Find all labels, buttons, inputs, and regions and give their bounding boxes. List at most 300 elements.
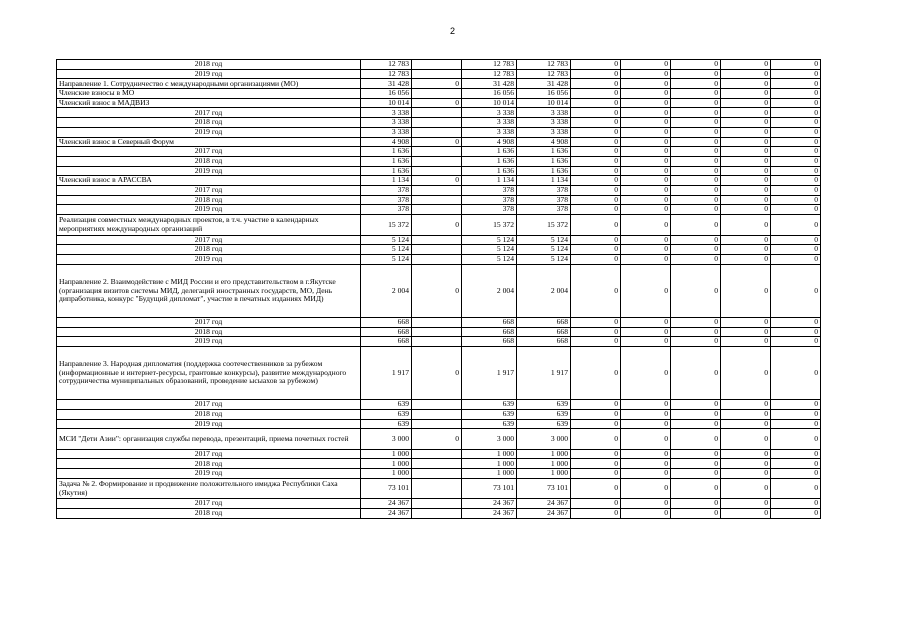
value-cell: 0 [721,215,771,236]
budget-table [56,59,821,519]
value-cell: 378 [462,195,517,205]
value-cell: 15 372 [517,215,571,236]
value-cell: 0 [621,166,671,176]
value-cell: 1 636 [517,147,571,157]
value-cell: 1 000 [517,449,571,459]
value-cell: 0 [621,215,671,236]
value-cell: 0 [621,449,671,459]
value-cell: 0 [771,156,821,166]
value-cell: 0 [671,176,721,186]
year-label-cell: 2019 год [57,469,361,479]
value-cell: 1 000 [361,449,412,459]
value-cell: 73 101 [517,478,571,499]
year-label-cell: 2018 год [57,509,361,519]
value-cell: 0 [721,327,771,337]
value-cell: 0 [721,185,771,195]
value-cell: 0 [771,60,821,70]
value-cell: 0 [621,147,671,157]
value-cell: 0 [412,215,462,236]
value-cell: 0 [571,127,621,137]
value-cell: 0 [771,137,821,147]
value-cell: 0 [771,147,821,157]
year-label-cell: 2017 год [57,317,361,327]
table-row [57,469,821,479]
value-cell [412,459,462,469]
table-row [57,195,821,205]
value-cell: 0 [621,156,671,166]
value-cell: 0 [721,118,771,128]
value-cell [412,89,462,99]
value-cell: 0 [671,317,721,327]
value-cell: 1 000 [517,469,571,479]
value-cell: 378 [517,185,571,195]
value-cell: 0 [571,327,621,337]
table-row [57,176,821,186]
value-cell: 639 [361,400,412,410]
year-label-cell: 2018 год [57,118,361,128]
value-cell: 5 124 [361,254,412,264]
value-cell: 3 338 [517,118,571,128]
value-cell: 1 134 [462,176,517,186]
value-cell: 0 [771,469,821,479]
value-cell: 0 [721,509,771,519]
year-label-cell: 2018 год [57,245,361,255]
table-row [57,166,821,176]
value-cell: 0 [771,429,821,450]
value-cell: 0 [412,346,462,399]
value-cell [412,235,462,245]
value-cell: 0 [671,127,721,137]
value-cell: 0 [721,337,771,347]
value-cell: 2 004 [517,264,571,317]
value-cell: 0 [671,79,721,89]
value-cell: 0 [771,346,821,399]
value-cell: 0 [621,176,671,186]
value-cell: 0 [771,337,821,347]
value-cell: 0 [571,69,621,79]
value-cell: 5 124 [462,245,517,255]
value-cell: 4 908 [361,137,412,147]
table-row [57,215,821,236]
value-cell: 378 [517,195,571,205]
value-cell: 73 101 [462,478,517,499]
table-row [57,69,821,79]
value-cell: 1 636 [361,166,412,176]
value-cell: 0 [571,499,621,509]
value-cell: 24 367 [361,509,412,519]
value-cell: 0 [412,79,462,89]
value-cell: 378 [361,185,412,195]
value-cell: 0 [721,245,771,255]
value-cell: 0 [621,79,671,89]
value-cell: 0 [621,98,671,108]
table-row [57,478,821,499]
value-cell: 0 [621,205,671,215]
value-cell: 668 [517,327,571,337]
value-cell [412,185,462,195]
value-cell: 0 [671,108,721,118]
value-cell: 0 [721,156,771,166]
value-cell [412,254,462,264]
value-cell: 0 [621,118,671,128]
value-cell: 0 [771,419,821,429]
value-cell: 0 [571,176,621,186]
value-cell: 0 [412,264,462,317]
item-label-cell: Членский взнос в АРАССВА [57,176,361,186]
value-cell: 0 [621,185,671,195]
table-row [57,337,821,347]
value-cell: 3 338 [517,108,571,118]
value-cell [412,127,462,137]
value-cell: 0 [571,118,621,128]
value-cell: 0 [571,429,621,450]
value-cell: 0 [771,69,821,79]
value-cell: 0 [571,195,621,205]
value-cell: 1 000 [361,459,412,469]
value-cell: 0 [671,459,721,469]
value-cell: 0 [621,327,671,337]
value-cell [412,60,462,70]
value-cell: 0 [671,337,721,347]
value-cell: 0 [671,509,721,519]
value-cell: 639 [361,409,412,419]
value-cell: 1 000 [462,449,517,459]
value-cell: 378 [361,205,412,215]
value-cell: 0 [412,429,462,450]
year-label-cell: 2019 год [57,69,361,79]
value-cell: 0 [671,327,721,337]
value-cell: 0 [571,205,621,215]
table-row [57,156,821,166]
value-cell [412,499,462,509]
value-cell: 2 004 [462,264,517,317]
value-cell: 0 [771,98,821,108]
value-cell: 0 [721,69,771,79]
value-cell: 0 [721,79,771,89]
value-cell [412,156,462,166]
value-cell: 0 [571,509,621,519]
year-label-cell: 2018 год [57,60,361,70]
table-row [57,205,821,215]
value-cell: 0 [621,69,671,79]
value-cell: 0 [771,509,821,519]
value-cell: 0 [571,108,621,118]
value-cell: 15 372 [361,215,412,236]
value-cell: 0 [721,264,771,317]
item-label-cell: Членские взносы в МО [57,89,361,99]
value-cell: 639 [517,400,571,410]
value-cell: 0 [721,317,771,327]
value-cell: 0 [671,346,721,399]
year-label-cell: 2017 год [57,499,361,509]
value-cell: 0 [771,195,821,205]
value-cell [412,409,462,419]
year-label-cell: 2019 год [57,127,361,137]
table-row [57,235,821,245]
value-cell: 5 124 [517,235,571,245]
value-cell: 668 [517,337,571,347]
table-row [57,419,821,429]
value-cell: 4 908 [462,137,517,147]
item-label-cell: МСИ "Дети Азии": организация службы перевода, презентаций, приема почетных гостей [57,429,361,450]
value-cell: 0 [621,400,671,410]
value-cell [412,337,462,347]
year-label-cell: 2018 год [57,459,361,469]
value-cell: 0 [571,459,621,469]
year-label-cell: 2018 год [57,327,361,337]
value-cell: 0 [571,137,621,147]
value-cell: 12 783 [361,60,412,70]
value-cell: 0 [621,137,671,147]
value-cell: 0 [771,327,821,337]
year-label-cell: 2019 год [57,419,361,429]
value-cell: 1 636 [361,156,412,166]
value-cell [412,205,462,215]
value-cell: 0 [721,147,771,157]
value-cell: 1 636 [517,166,571,176]
table-row [57,409,821,419]
table-row [57,254,821,264]
value-cell: 3 338 [517,127,571,137]
item-label-cell: Задача № 2. Формирование и продвижение положительного имиджа Республики Саха (Якутия) [57,478,361,499]
table-row [57,147,821,157]
value-cell: 0 [721,108,771,118]
table-row [57,185,821,195]
table-row [57,346,821,399]
value-cell: 378 [462,185,517,195]
value-cell: 0 [771,205,821,215]
value-cell: 5 124 [517,254,571,264]
value-cell: 1 636 [462,147,517,157]
value-cell [412,400,462,410]
value-cell: 12 783 [462,69,517,79]
table-row [57,127,821,137]
value-cell: 1 636 [462,156,517,166]
value-cell: 0 [771,409,821,419]
value-cell: 3 338 [361,127,412,137]
value-cell: 24 367 [462,499,517,509]
value-cell: 0 [621,108,671,118]
value-cell: 0 [721,499,771,509]
table-row [57,429,821,450]
value-cell [412,118,462,128]
value-cell: 0 [621,499,671,509]
value-cell: 24 367 [517,499,571,509]
value-cell: 0 [571,469,621,479]
value-cell: 0 [571,235,621,245]
value-cell: 378 [517,205,571,215]
value-cell: 0 [721,127,771,137]
value-cell: 31 428 [462,79,517,89]
value-cell: 0 [671,449,721,459]
value-cell: 668 [361,317,412,327]
value-cell [412,449,462,459]
value-cell: 0 [771,108,821,118]
table-row [57,60,821,70]
value-cell: 0 [771,478,821,499]
value-cell [412,69,462,79]
value-cell: 0 [621,509,671,519]
value-cell: 5 124 [517,245,571,255]
value-cell: 0 [621,409,671,419]
value-cell: 0 [671,185,721,195]
value-cell: 0 [671,195,721,205]
value-cell: 24 367 [462,509,517,519]
value-cell: 0 [671,478,721,499]
value-cell: 0 [621,478,671,499]
value-cell: 0 [671,69,721,79]
table-row [57,245,821,255]
value-cell: 378 [462,205,517,215]
table-row [57,89,821,99]
value-cell: 0 [571,79,621,89]
value-cell: 0 [671,409,721,419]
value-cell: 0 [621,195,671,205]
value-cell: 0 [571,449,621,459]
value-cell: 0 [771,317,821,327]
value-cell: 10 014 [517,98,571,108]
value-cell: 0 [771,176,821,186]
table-row [57,509,821,519]
value-cell: 0 [671,469,721,479]
value-cell: 0 [721,89,771,99]
value-cell: 0 [771,89,821,99]
item-label-cell: Членский взнос в Северный Форум [57,137,361,147]
value-cell [412,327,462,337]
value-cell: 1 917 [462,346,517,399]
year-label-cell: 2017 год [57,108,361,118]
value-cell: 0 [671,166,721,176]
value-cell: 3 338 [462,108,517,118]
value-cell: 0 [721,235,771,245]
item-label-cell: Направление 1. Сотрудничество с международными организациями (МО) [57,79,361,89]
value-cell [412,317,462,327]
value-cell: 0 [771,166,821,176]
value-cell: 5 124 [462,254,517,264]
value-cell: 5 124 [361,245,412,255]
table-row [57,264,821,317]
value-cell: 1 917 [361,346,412,399]
value-cell: 0 [721,166,771,176]
table-body [57,60,821,519]
value-cell: 0 [721,254,771,264]
value-cell: 0 [621,127,671,137]
table-row [57,499,821,509]
value-cell: 0 [771,449,821,459]
value-cell: 0 [571,478,621,499]
value-cell: 0 [671,400,721,410]
value-cell: 3 000 [517,429,571,450]
value-cell: 0 [721,449,771,459]
value-cell [412,469,462,479]
value-cell: 1 636 [361,147,412,157]
value-cell: 0 [571,337,621,347]
value-cell: 31 428 [361,79,412,89]
value-cell: 639 [517,419,571,429]
value-cell: 0 [621,245,671,255]
year-label-cell: 2018 год [57,156,361,166]
value-cell: 0 [621,429,671,450]
value-cell: 24 367 [517,509,571,519]
value-cell: 0 [571,264,621,317]
value-cell: 0 [571,185,621,195]
value-cell: 16 056 [462,89,517,99]
value-cell: 0 [621,254,671,264]
value-cell: 0 [721,60,771,70]
value-cell: 24 367 [361,499,412,509]
value-cell: 0 [671,264,721,317]
value-cell: 0 [771,235,821,245]
value-cell: 0 [721,429,771,450]
value-cell: 0 [571,419,621,429]
value-cell: 0 [571,317,621,327]
year-label-cell: 2019 год [57,254,361,264]
year-label-cell: 2017 год [57,147,361,157]
value-cell: 0 [771,215,821,236]
value-cell: 0 [571,245,621,255]
value-cell: 0 [621,235,671,245]
value-cell: 0 [771,254,821,264]
value-cell: 0 [621,60,671,70]
value-cell: 378 [361,195,412,205]
year-label-cell: 2017 год [57,400,361,410]
value-cell: 0 [571,89,621,99]
value-cell: 1 000 [462,459,517,469]
value-cell: 1 134 [517,176,571,186]
value-cell: 668 [462,317,517,327]
value-cell: 0 [671,205,721,215]
value-cell: 639 [517,409,571,419]
value-cell: 0 [721,98,771,108]
value-cell: 0 [721,478,771,499]
value-cell: 0 [771,499,821,509]
value-cell: 16 056 [361,89,412,99]
value-cell: 0 [671,147,721,157]
value-cell: 639 [361,419,412,429]
table-row [57,118,821,128]
value-cell: 1 134 [361,176,412,186]
value-cell: 15 372 [462,215,517,236]
table-row [57,459,821,469]
item-label-cell: Реализация совместных международных проектов, в т.ч. участие в календарных мероприятиях международных организаций [57,215,361,236]
value-cell: 0 [721,459,771,469]
value-cell: 0 [671,215,721,236]
value-cell: 2 004 [361,264,412,317]
value-cell: 0 [771,264,821,317]
value-cell: 0 [571,409,621,419]
value-cell: 668 [361,337,412,347]
value-cell: 1 000 [462,469,517,479]
value-cell: 0 [621,264,671,317]
value-cell: 0 [721,409,771,419]
value-cell: 0 [671,235,721,245]
value-cell: 0 [412,98,462,108]
value-cell: 0 [412,137,462,147]
value-cell: 668 [462,337,517,347]
value-cell: 0 [671,89,721,99]
value-cell: 31 428 [517,79,571,89]
table-row [57,317,821,327]
value-cell: 1 917 [517,346,571,399]
value-cell: 639 [462,400,517,410]
value-cell [412,108,462,118]
value-cell: 0 [621,459,671,469]
year-label-cell: 2019 год [57,337,361,347]
value-cell: 0 [571,147,621,157]
value-cell: 0 [771,118,821,128]
value-cell [412,509,462,519]
value-cell: 0 [571,60,621,70]
